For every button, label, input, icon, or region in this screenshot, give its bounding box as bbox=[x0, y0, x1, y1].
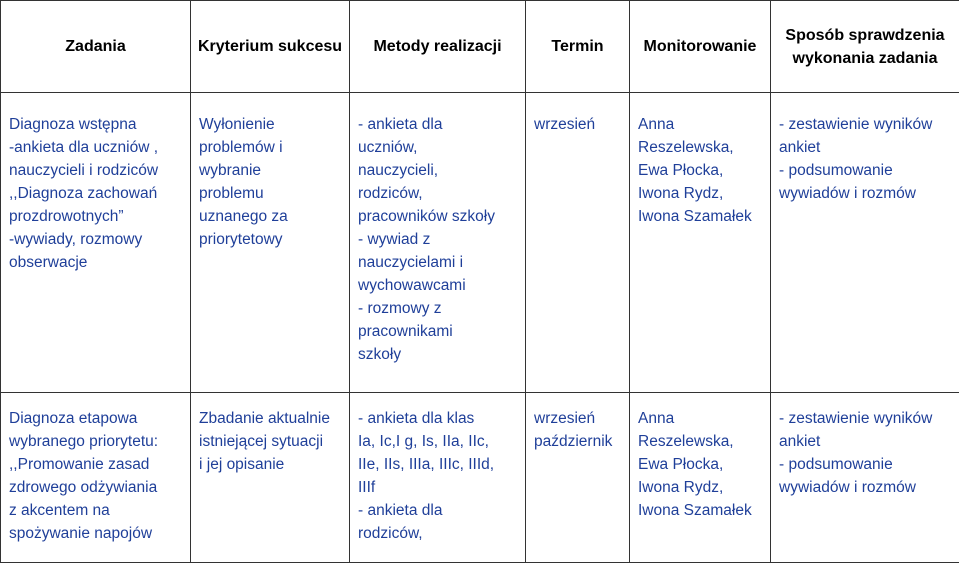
cell-text: - ankieta dla uczniów, nauczycieli, rodziców, pracowników szkoły - wywiad z nauczycielami i wychowawcami - rozmowy z pracownikami szkoły bbox=[358, 113, 517, 366]
cell-text: - ankieta dla klas Ia, Ic,I g, Is, IIa, IIc, IIe, IIs, IIIa, IIIc, IIId, IIIf - ankieta dla rodziców, bbox=[358, 407, 517, 545]
header-sposob-sprawdzenia: Sposób sprawdzenia wykonania zadania bbox=[771, 1, 959, 93]
cell-text: Diagnoza wstępna -ankieta dla uczniów , nauczycieli i rodziców ,,Diagnoza zachowań prozdrowotnych” -wywiady, rozmowy obserwacje bbox=[9, 113, 182, 274]
cell-text: Anna Reszelewska, Ewa Płocka, Iwona Rydz, Iwona Szamałek bbox=[638, 113, 762, 228]
header-monitorowanie: Monitorowanie bbox=[630, 1, 771, 93]
cell-text: wrzesień bbox=[534, 113, 621, 136]
header-row bbox=[1, 1, 959, 93]
cell-zadania bbox=[1, 93, 191, 393]
header-metody-realizacji: Metody realizacji bbox=[350, 1, 526, 93]
header-zadania: Zadania bbox=[1, 1, 191, 93]
cell-zadania bbox=[1, 393, 191, 563]
cell-text: Diagnoza etapowa wybranego priorytetu: ,,Promowanie zasad zdrowego odżywiania z akcentem na spożywanie napojów bbox=[9, 407, 182, 545]
cell-metody bbox=[350, 93, 526, 393]
cell-text: - zestawienie wyników ankiet - podsumowanie wywiadów i rozmów bbox=[779, 407, 951, 499]
cell-monitorowanie bbox=[630, 93, 771, 393]
cell-sposob bbox=[771, 393, 959, 563]
header-kryterium-sukcesu: Kryterium sukcesu bbox=[191, 1, 350, 93]
cell-text: - zestawienie wyników ankiet - podsumowanie wywiadów i rozmów bbox=[779, 113, 951, 205]
cell-metody bbox=[350, 393, 526, 563]
table-row bbox=[1, 393, 959, 563]
cell-monitorowanie bbox=[630, 393, 771, 563]
cell-termin bbox=[526, 393, 630, 563]
cell-text: Zbadanie aktualnie istniejącej sytuacji i jej opisanie bbox=[199, 407, 341, 476]
cell-text: wrzesień październik bbox=[534, 407, 621, 453]
cell-kryterium bbox=[191, 393, 350, 563]
cell-sposob bbox=[771, 93, 959, 393]
cell-text: Wyłonienie problemów i wybranie problemu uznanego za priorytetowy bbox=[199, 113, 341, 251]
table-row bbox=[1, 93, 959, 393]
cell-termin bbox=[526, 93, 630, 393]
cell-kryterium bbox=[191, 93, 350, 393]
header-termin: Termin bbox=[526, 1, 630, 93]
cell-text: Anna Reszelewska, Ewa Płocka, Iwona Rydz, Iwona Szamałek bbox=[638, 407, 762, 522]
